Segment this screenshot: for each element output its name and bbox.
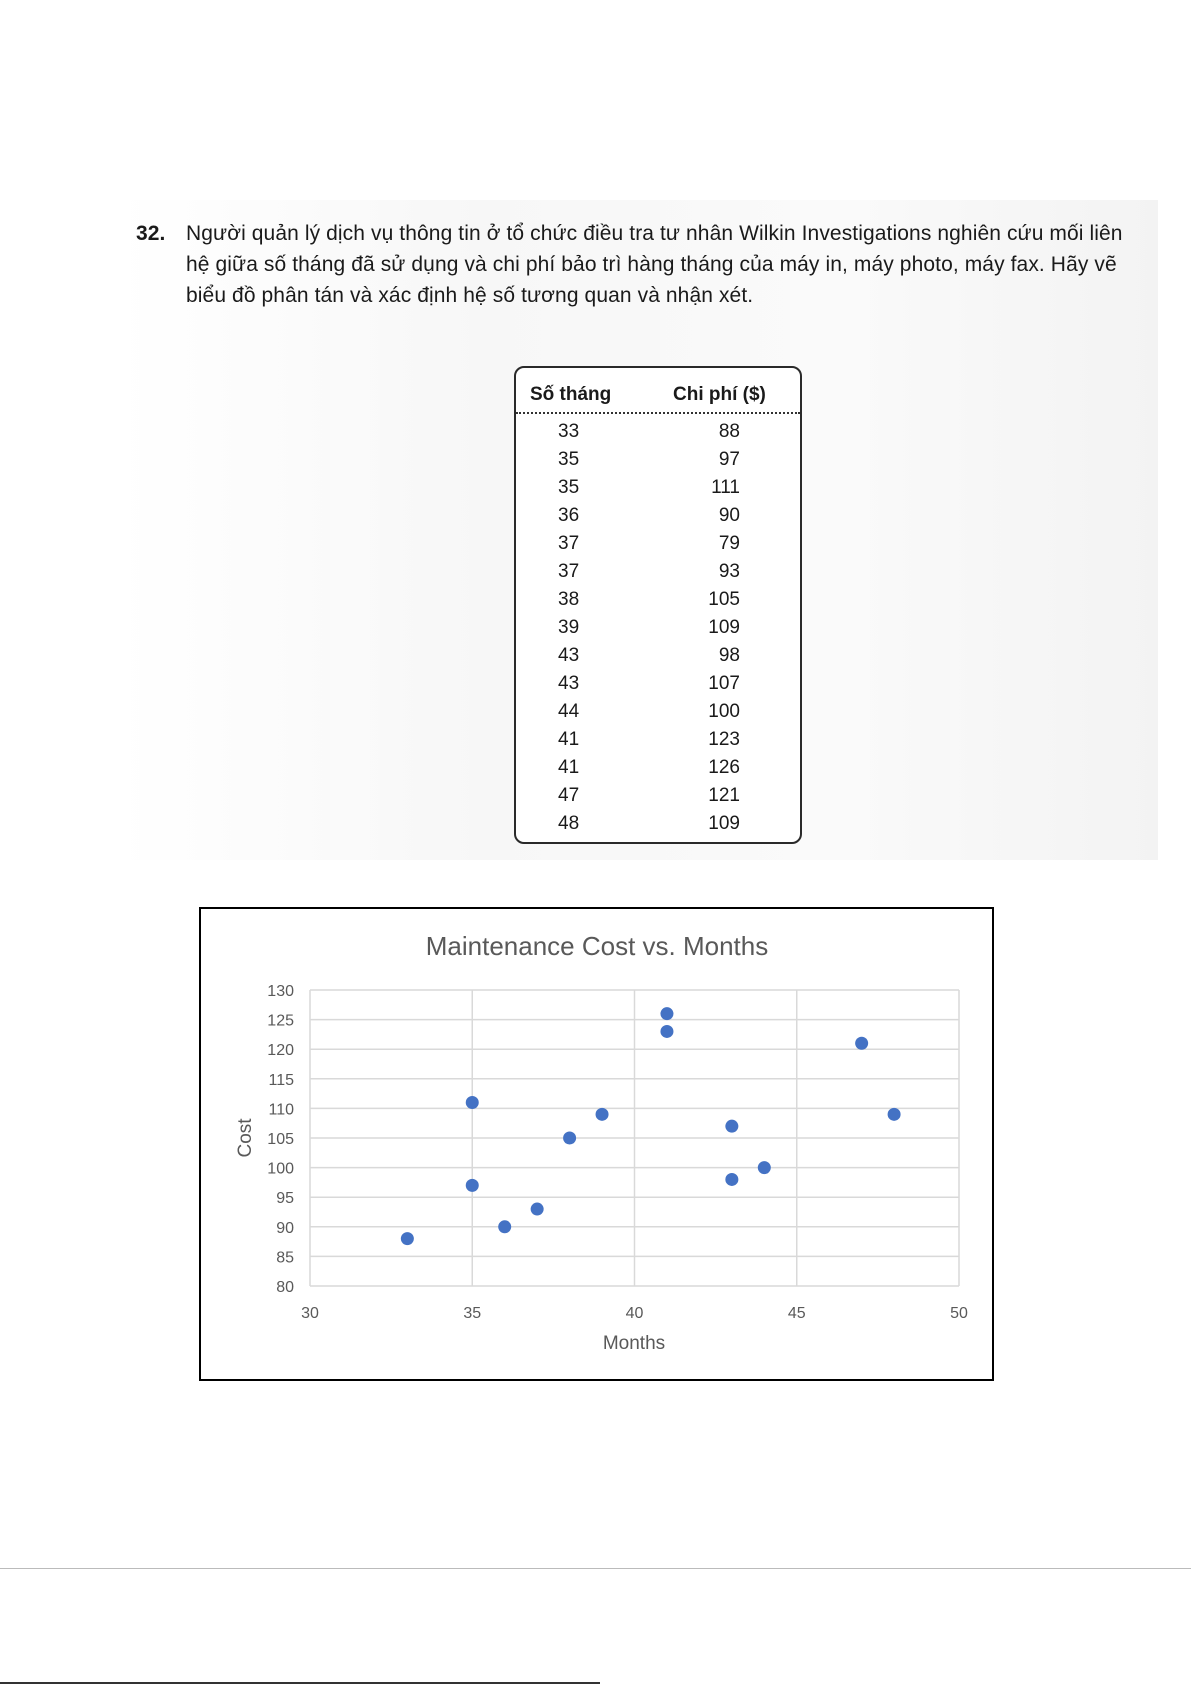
- x-tick-label: 50: [950, 1305, 968, 1322]
- table-row: [516, 502, 800, 530]
- table-row: [516, 474, 800, 502]
- table-row: [516, 726, 800, 754]
- table-header-cost: Chi phí ($): [673, 384, 766, 405]
- cell-months: 43: [558, 645, 580, 666]
- cell-cost: 126: [708, 757, 740, 778]
- cell-months: 35: [558, 477, 580, 498]
- cell-months: 43: [558, 673, 580, 694]
- table-row: [516, 698, 800, 726]
- table-header-months: Số tháng: [530, 384, 612, 405]
- table-row: [516, 586, 800, 614]
- table-row: [516, 614, 800, 642]
- cell-months: 41: [558, 729, 580, 750]
- data-point: [531, 1203, 544, 1216]
- chart-title: Maintenance Cost vs. Months: [425, 931, 769, 961]
- cell-cost: 105: [708, 589, 740, 610]
- y-tick-label: 80: [276, 1279, 294, 1296]
- cell-cost: 109: [708, 617, 740, 638]
- cell-cost: 121: [708, 785, 740, 806]
- page-footer-divider: [0, 1568, 1191, 1569]
- chart-points: [401, 1007, 901, 1245]
- x-tick-label: 45: [787, 1305, 806, 1322]
- data-point: [596, 1108, 609, 1121]
- cell-cost: 79: [718, 533, 740, 554]
- cell-months: 36: [558, 505, 580, 526]
- y-tick-label: 120: [267, 1042, 294, 1060]
- data-point: [498, 1220, 511, 1233]
- data-point: [660, 1007, 673, 1020]
- data-point: [401, 1232, 414, 1245]
- data-point: [563, 1132, 576, 1145]
- scatter-chart: [199, 907, 994, 1381]
- table-row: [516, 642, 800, 670]
- x-axis-label: Months: [602, 1333, 666, 1354]
- data-point: [758, 1161, 771, 1174]
- table-header: [516, 368, 800, 414]
- cell-months: 33: [558, 421, 580, 442]
- y-tick-label: 95: [276, 1190, 294, 1208]
- table-row: [516, 418, 800, 446]
- data-point: [725, 1120, 738, 1133]
- problem-number: 32.: [136, 222, 166, 245]
- table-row: [516, 670, 800, 698]
- problem-text: Người quản lý dịch vụ thông tin ở tổ chức điều tra tư nhân Wilkin Investigations nghiên cứu mối liên hệ giữa số tháng đã sử dụng và chi phí bảo trì hàng tháng của máy in, máy photo, máy fax. Hãy vẽ biểu đồ phân tán và xác định hệ số tương quan và nhận xét.: [186, 222, 1123, 307]
- y-tick-label: 90: [276, 1219, 294, 1237]
- data-point: [725, 1173, 738, 1186]
- cell-cost: 97: [718, 449, 740, 470]
- table-row: [516, 558, 800, 586]
- table-row: [516, 446, 800, 474]
- data-point: [888, 1108, 901, 1121]
- y-tick-label: 100: [267, 1160, 294, 1178]
- cell-cost: 111: [711, 477, 740, 498]
- x-tick-label: 30: [301, 1305, 319, 1322]
- table-row: [516, 754, 800, 782]
- data-point: [660, 1025, 673, 1038]
- x-tick-label: 35: [463, 1305, 482, 1322]
- cell-cost: 123: [708, 729, 740, 750]
- cell-months: 38: [558, 589, 580, 610]
- data-point: [466, 1096, 479, 1109]
- cell-months: 47: [558, 785, 580, 806]
- table-row: [516, 530, 800, 558]
- y-tick-label: 115: [268, 1071, 294, 1089]
- chart-tick-labels: [267, 983, 968, 1322]
- cell-months: 39: [558, 617, 580, 638]
- cell-cost: 100: [708, 701, 740, 722]
- problem-statement: [136, 218, 1136, 311]
- page-bottom-rule: [0, 1682, 600, 1684]
- y-axis-label: Cost: [235, 1118, 256, 1158]
- cell-months: 41: [558, 757, 580, 778]
- cell-cost: 93: [718, 561, 740, 582]
- table-body: [516, 418, 800, 838]
- cell-cost: 88: [718, 421, 740, 442]
- cell-cost: 98: [718, 645, 740, 666]
- y-tick-label: 125: [267, 1012, 294, 1030]
- table-row: [516, 810, 800, 838]
- x-tick-label: 40: [625, 1305, 644, 1322]
- cell-months: 44: [558, 701, 580, 722]
- table-row: [516, 782, 800, 810]
- y-tick-label: 105: [267, 1131, 294, 1148]
- y-tick-label: 130: [267, 983, 294, 1000]
- cell-months: 37: [558, 533, 580, 554]
- y-tick-label: 85: [276, 1249, 294, 1267]
- chart-canvas: [201, 909, 992, 1379]
- cell-cost: 109: [708, 813, 740, 834]
- cell-months: 35: [558, 449, 580, 470]
- cell-cost: 90: [718, 505, 740, 526]
- data-point: [855, 1037, 868, 1050]
- cell-months: 48: [558, 813, 580, 834]
- cell-cost: 107: [708, 673, 740, 694]
- y-tick-label: 110: [268, 1101, 294, 1119]
- cell-months: 37: [558, 561, 580, 582]
- data-point: [466, 1179, 479, 1192]
- data-table: [514, 366, 802, 844]
